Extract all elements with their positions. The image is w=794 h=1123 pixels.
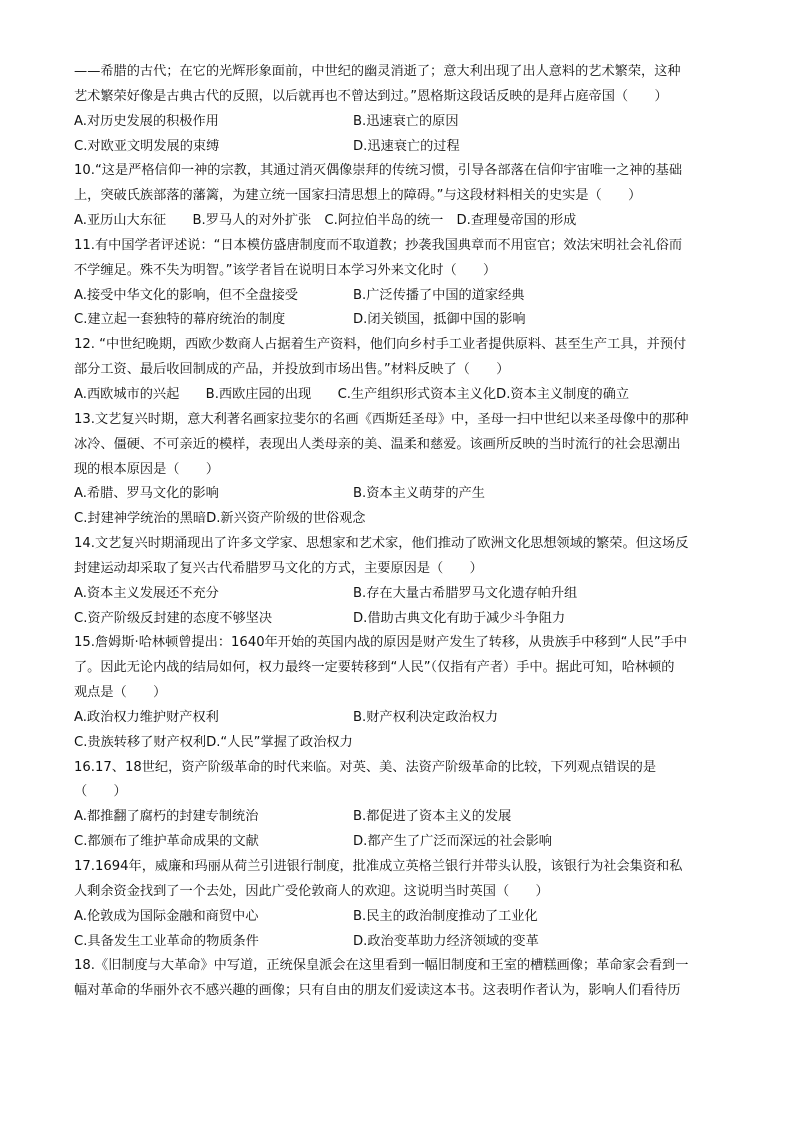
q16-option-c: C.都颁布了维护革命成果的文献 <box>74 834 259 850</box>
q12-stem-line: 12. “中世纪晚期，西欧少数商人占据着生产资料，他们向乡村手工业者提供原料、甚至生产工具，并预付 <box>74 337 687 353</box>
q13-stem-line: 现的根本原因是（ ） <box>74 461 220 477</box>
q17-option-a: A.伦敦成为国际金融和商贸中心 <box>74 908 259 924</box>
q16-option-b: B.都促进了资本主义的发展 <box>353 809 512 825</box>
q17-stem-line: 17.1694年，威廉和玛丽从荷兰引进银行制度，批准成立英格兰银行并带头认股，该银行为社会集资和私 <box>74 859 683 874</box>
q14-stem-line: 封建运动却采取了复兴古代希腊罗马文化的方式，主要原因是（ ） <box>74 560 483 576</box>
q14-option-b: B.存在大量古希腊罗马文化遗存帕升组 <box>353 585 578 601</box>
q13-options-cd: C.封建神学统治的黑暗D.新兴资产阶级的世俗观念 <box>74 511 366 527</box>
q16-option-row <box>74 830 724 855</box>
q12-options: A.西欧城市的兴起 B.西欧庄园的出现 C.生产组织形式资本主义化D.资本主义制度的确立 <box>74 386 630 402</box>
q9-option-row <box>74 135 724 160</box>
q13-option-a: A.希腊、罗马文化的影响 <box>74 486 219 502</box>
q11-option-row <box>74 308 724 333</box>
q9-option-b: B.迅速衰亡的原因 <box>353 113 459 129</box>
q14-option-a: A.资本主义发展还不充分 <box>74 585 219 601</box>
q13-stem-line: 13.文艺复兴时期，意大利著名画家拉斐尔的名画《西斯廷圣母》中，圣母一扫中世纪以来圣母像中的那种 <box>74 411 689 427</box>
q9-option-row <box>74 110 724 135</box>
q18-stem-line: 18.《旧制度与大革命》中写道，正统保皇派会在这里看到一幅旧制度和王室的槽糕画像；革命家会看到一 <box>74 958 689 974</box>
q9-option-a: A.对历史发展的积极作用 <box>74 113 219 129</box>
q15-options-cd: C.贵族转移了财产权利D.“人民”掌握了政治权力 <box>74 734 353 750</box>
q17-option-d: D.政治变革助力经济领域的变革 <box>353 933 539 949</box>
q14-option-c: C.资产阶级反封建的态度不够坚决 <box>74 610 273 626</box>
q9-stem-line: 艺术繁荣好像是古典古代的反照，以后就再也不曾达到过。”恩格斯这段话反映的是拜占庭帝国（ ） <box>74 88 668 104</box>
q11-option-row <box>74 284 724 309</box>
q11-option-a: A.接受中华文化的影响，但不全盘接受 <box>74 287 298 303</box>
q16-option-row <box>74 805 724 830</box>
q9-option-c: C.对欧亚文明发展的束缚 <box>74 138 220 154</box>
q12-stem-line: 部分工资、最后收回制成的产品，并投放到市场出售。”材料反映了（ ） <box>74 362 510 378</box>
question-list <box>74 60 724 1004</box>
q15-option-b: B.财产权利决定政治权力 <box>353 709 499 725</box>
q10-stem-line: 上，突破氏族部落的藩篱，为建立统一国家扫清思想上的障碍。”与这段材料相关的史实是（ ） <box>74 188 642 204</box>
q15-stem-line: 了。因此无论内战的结局如何，权力最终一定要转移到“人民”（仅指有产者）手中。据此可知，哈林顿的 <box>74 660 675 676</box>
q17-option-row <box>74 905 724 930</box>
q16-stem-line: 16.17、18世纪，资产阶级革命的时代来临。对英、美、法资产阶级革命的比较，下列观点错误的是 <box>74 759 657 775</box>
q11-stem-line: 不学缠足。殊不失为明智。”该学者旨在说明日本学习外来文化时（ ） <box>74 262 497 278</box>
q18-stem-line: 幅对革命的华丽外衣不感兴趣的画像；只有自由的朋友们爱读这本书。这表明作者认为，影响人们看待历 <box>74 983 681 999</box>
q13-stem-line: 冰冷、僵硬、不可亲近的模样，表现出人类母亲的美、温柔和慈爱。该画所反映的当时流行的社会思潮出 <box>74 436 681 452</box>
q14-option-d: D.借助古典文化有助于减少斗争阻力 <box>353 610 566 626</box>
q13-option-row <box>74 482 724 507</box>
q16-option-d: D.都产生了广泛而深远的社会影响 <box>353 834 552 850</box>
q17-option-c: C.具备发生工业革命的物质条件 <box>74 933 259 949</box>
q15-stem-line: 15.詹姆斯·哈林顿曾提出：1640年开始的英国内战的原因是财产发生了转移，从贵族手中移到“人民”手中 <box>74 635 688 651</box>
q14-option-row <box>74 607 724 632</box>
q10-stem-line: 10.“这是严格信仰一神的宗教，其通过消灭偶像崇拜的传统习惯，引导各部落在信仰宇宙唯一之神的基础 <box>74 163 683 179</box>
q17-stem-line: 人剩余资金找到了一个去处，因此广受伦敦商人的欢迎。这说明当时英国（ ） <box>74 883 549 899</box>
q15-stem-line: 观点是（ ） <box>74 685 167 701</box>
q16-option-a: A.都推翻了腐朽的封建专制统治 <box>74 809 259 825</box>
q14-stem-line: 14.文艺复兴时期涌现出了许多文学家、思想家和艺术家，他们推动了欧洲文化思想领域的繁荣。但这场反 <box>74 536 689 552</box>
q16-stem-line: （ ） <box>74 784 127 800</box>
q17-option-b: B.民主的政治制度推动了工业化 <box>353 908 538 924</box>
q9-stem-line: ——希腊的古代；在它的光辉形象面前，中世纪的幽灵消逝了；意大利出现了出人意料的艺术繁荣，这种 <box>74 64 681 79</box>
q10-options: A.亚历山大东征 B.罗马人的对外扩张 C.阿拉伯半岛的统一 D.查理曼帝国的形成 <box>74 213 577 229</box>
q14-option-row <box>74 582 724 607</box>
q15-option-a: A.政治权力维护财产权利 <box>74 709 219 725</box>
q11-option-b: B.广泛传播了中国的道家经典 <box>353 287 525 303</box>
q9-option-d: D.迅速衰亡的过程 <box>353 138 460 154</box>
q11-stem-line: 11.有中国学者评述说：“日本模仿盛唐制度而不取道教；抄袭我国典章而不用宦官；效法宋明社会礼俗而 <box>74 237 683 253</box>
q11-option-c: C.建立起一套独特的幕府统治的制度 <box>74 312 286 328</box>
q17-option-row <box>74 930 724 955</box>
q15-option-row <box>74 706 724 731</box>
q11-option-d: D.闭关锁国，抵御中国的影响 <box>353 312 526 328</box>
q13-option-b: B.资本主义萌芽的产生 <box>353 486 485 502</box>
